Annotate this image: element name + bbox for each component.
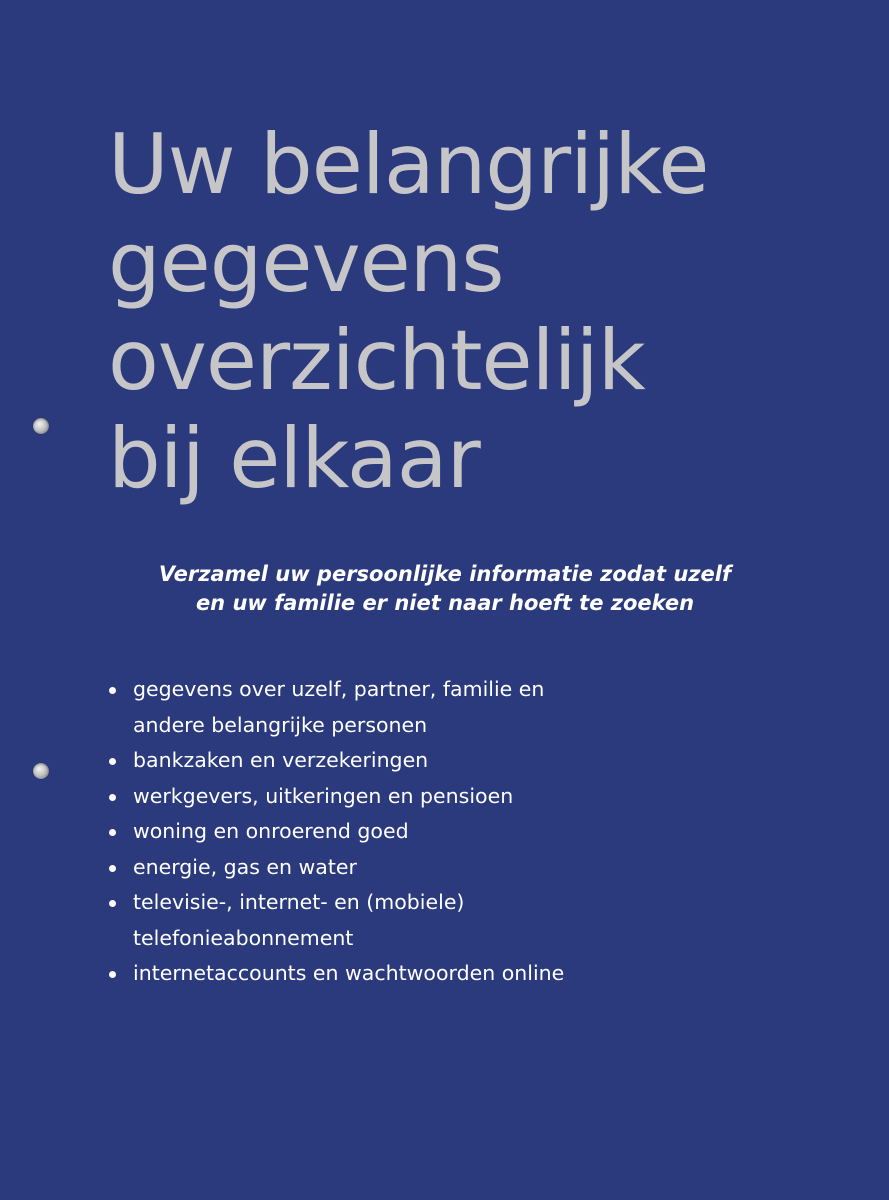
subtitle-line: Verzamel uw persoonlijke informatie zodat uzelf — [158, 562, 732, 586]
title-line: overzichtelijk — [108, 312, 645, 409]
feature-item-text: bankzaken en verzekeringen — [133, 748, 429, 772]
feature-item-text: gegevens over uzelf, partner, familie en — [133, 677, 545, 701]
feature-item — [108, 885, 808, 956]
feature-item-text: woning en onroerend goed — [133, 819, 409, 843]
feature-item-text: internetaccounts en wachtwoorden online — [133, 961, 565, 985]
punch-hole-top — [33, 418, 49, 434]
title-line: gegevens — [108, 214, 504, 311]
subtitle-line: en uw familie er niet naar hoeft te zoeken — [195, 591, 695, 615]
feature-item — [108, 850, 808, 886]
feature-item-text: andere belangrijke personen — [133, 712, 428, 737]
title-line: bij elkaar — [108, 410, 480, 507]
page-title — [108, 116, 868, 508]
feature-item-text: telefonieabonnement — [133, 925, 354, 950]
feature-item-text: werkgevers, uitkeringen en pensioen — [133, 783, 514, 808]
feature-item-text: televisie-, internet- en (mobiele) — [133, 890, 465, 914]
feature-list — [108, 672, 808, 992]
punch-hole-bottom — [33, 763, 49, 779]
feature-item — [108, 814, 808, 850]
feature-item-text: energie, gas en water — [133, 854, 357, 879]
feature-item — [108, 956, 808, 992]
feature-item — [108, 743, 808, 779]
feature-item — [108, 672, 808, 743]
feature-item — [108, 779, 808, 815]
subtitle — [60, 560, 830, 618]
title-line: Uw belangrijke — [108, 116, 709, 213]
